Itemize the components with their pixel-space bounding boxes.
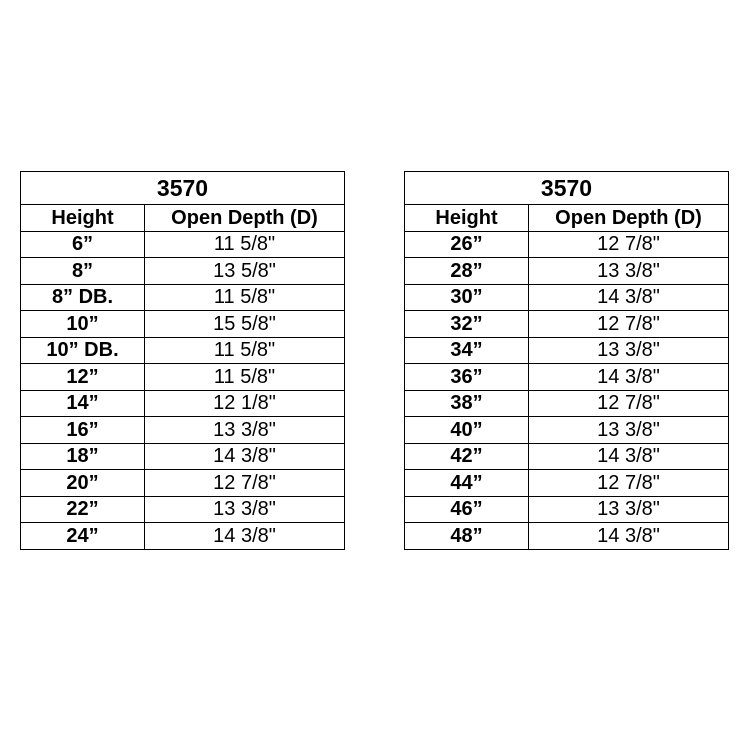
height-cell: 14” xyxy=(21,390,145,417)
table-row xyxy=(21,337,345,364)
height-cell: 22” xyxy=(21,496,145,523)
height-cell: 8” DB. xyxy=(21,284,145,311)
height-cell: 34” xyxy=(405,337,529,364)
height-cell: 12” xyxy=(21,364,145,391)
depth-cell: 12 7/8" xyxy=(529,390,729,417)
depth-cell: 14 3/8" xyxy=(529,443,729,470)
table-row xyxy=(405,390,729,417)
depth-cell: 15 5/8" xyxy=(145,311,345,338)
depth-column-header: Open Depth (D) xyxy=(145,205,345,232)
table-row xyxy=(21,390,345,417)
table-title: 3570 xyxy=(405,172,729,205)
table-row xyxy=(405,470,729,497)
height-column-header: Height xyxy=(405,205,529,232)
table-row xyxy=(21,258,345,285)
depth-cell: 14 3/8" xyxy=(529,523,729,550)
depth-cell: 12 7/8" xyxy=(529,311,729,338)
table-title-row xyxy=(405,172,729,205)
height-cell: 10” xyxy=(21,311,145,338)
table-row xyxy=(21,231,345,258)
spec-table-right xyxy=(404,171,729,550)
height-cell: 26” xyxy=(405,231,529,258)
height-cell: 38” xyxy=(405,390,529,417)
table-row xyxy=(21,470,345,497)
height-cell: 36” xyxy=(405,364,529,391)
table-header-row xyxy=(405,205,729,232)
depth-cell: 13 3/8" xyxy=(145,417,345,444)
depth-cell: 13 3/8" xyxy=(529,337,729,364)
table-row xyxy=(405,523,729,550)
table-header-row xyxy=(21,205,345,232)
height-cell: 46” xyxy=(405,496,529,523)
height-cell: 24” xyxy=(21,523,145,550)
table-body xyxy=(405,231,729,549)
depth-cell: 14 3/8" xyxy=(145,443,345,470)
height-cell: 30” xyxy=(405,284,529,311)
depth-cell: 13 5/8" xyxy=(145,258,345,285)
table-row xyxy=(405,337,729,364)
height-cell: 6” xyxy=(21,231,145,258)
depth-cell: 12 7/8" xyxy=(529,231,729,258)
table-body xyxy=(21,231,345,549)
table-title: 3570 xyxy=(21,172,345,205)
table-row xyxy=(21,311,345,338)
table-row xyxy=(21,523,345,550)
height-cell: 8” xyxy=(21,258,145,285)
depth-cell: 11 5/8" xyxy=(145,337,345,364)
table-row xyxy=(405,311,729,338)
table-row xyxy=(21,496,345,523)
depth-column-header: Open Depth (D) xyxy=(529,205,729,232)
depth-cell: 11 5/8" xyxy=(145,231,345,258)
height-cell: 48” xyxy=(405,523,529,550)
table-title-row xyxy=(21,172,345,205)
height-cell: 20” xyxy=(21,470,145,497)
table-row xyxy=(21,417,345,444)
table-row xyxy=(405,284,729,311)
table-row xyxy=(405,258,729,285)
depth-cell: 13 3/8" xyxy=(145,496,345,523)
table-row xyxy=(21,364,345,391)
depth-cell: 13 3/8" xyxy=(529,496,729,523)
table-row xyxy=(21,443,345,470)
table-row xyxy=(405,364,729,391)
depth-cell: 11 5/8" xyxy=(145,364,345,391)
table-row xyxy=(405,231,729,258)
height-cell: 16” xyxy=(21,417,145,444)
depth-cell: 12 7/8" xyxy=(529,470,729,497)
depth-cell: 14 3/8" xyxy=(529,284,729,311)
table-row xyxy=(405,496,729,523)
table-row xyxy=(405,443,729,470)
depth-cell: 11 5/8" xyxy=(145,284,345,311)
spec-table-left xyxy=(20,171,345,550)
height-column-header: Height xyxy=(21,205,145,232)
depth-cell: 13 3/8" xyxy=(529,258,729,285)
depth-cell: 12 1/8" xyxy=(145,390,345,417)
height-cell: 18” xyxy=(21,443,145,470)
depth-cell: 14 3/8" xyxy=(145,523,345,550)
table-row xyxy=(21,284,345,311)
height-cell: 10” DB. xyxy=(21,337,145,364)
height-cell: 28” xyxy=(405,258,529,285)
depth-cell: 14 3/8" xyxy=(529,364,729,391)
height-cell: 40” xyxy=(405,417,529,444)
height-cell: 42” xyxy=(405,443,529,470)
height-cell: 32” xyxy=(405,311,529,338)
depth-cell: 13 3/8" xyxy=(529,417,729,444)
height-cell: 44” xyxy=(405,470,529,497)
table-row xyxy=(405,417,729,444)
depth-cell: 12 7/8" xyxy=(145,470,345,497)
